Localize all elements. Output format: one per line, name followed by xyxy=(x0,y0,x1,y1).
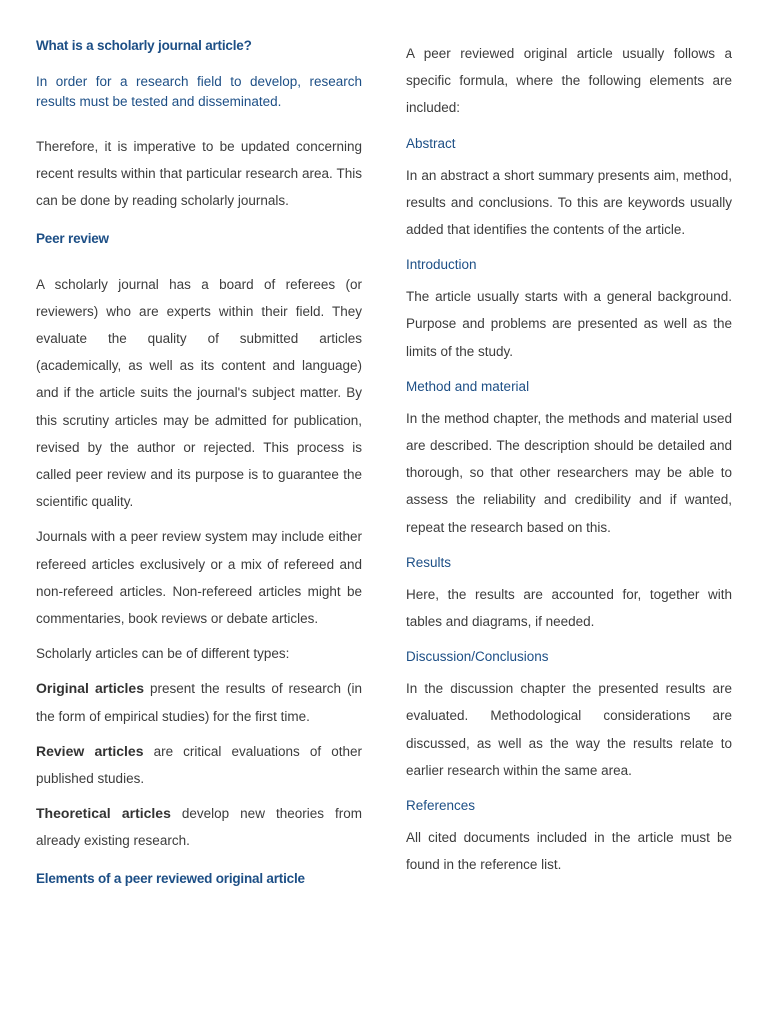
peer-review-paragraph-2: Journals with a peer review system may include either refereed articles exclusively or a mix of refereed and non-refereed articles. Non-refereed articles might be commentaries, book reviews or debate articles. xyxy=(36,529,362,627)
section-heading-introduction: Introduction xyxy=(406,257,477,273)
left-column xyxy=(36,36,362,889)
section-text-discussion: In the discussion chapter the presented results are evaluated. Methodological considerations are discussed, as well as the way the results relate to earlier research within the same area. xyxy=(406,681,732,778)
right-column xyxy=(406,40,732,878)
type-text: are critical evaluations of other published studies. xyxy=(36,743,362,787)
peer-review-heading: Peer review xyxy=(36,230,109,246)
type-theoretical-articles xyxy=(36,800,362,854)
elements-heading: Elements of a peer reviewed original article xyxy=(36,870,305,886)
type-term: Review articles xyxy=(36,742,144,759)
section-heading-discussion: Discussion/Conclusions xyxy=(406,649,549,665)
section-heading-abstract: Abstract xyxy=(406,135,456,151)
intro-paragraph: Therefore, it is imperative to be updated concerning recent results within that particular research area. This can be done by reading scholarly journals. xyxy=(36,139,362,209)
type-text: develop new theories from already existing research. xyxy=(36,806,362,849)
section-text-results: Here, the results are accounted for, together with tables and diagrams, if needed. xyxy=(406,586,732,630)
section-heading-method: Method and material xyxy=(406,378,530,394)
article-types-intro: Scholarly articles can be of different types: xyxy=(36,646,290,662)
lead-paragraph: In order for a research field to develop, research results must be tested and disseminated. xyxy=(36,74,362,109)
section-text-references: All cited documents included in the article must be found in the reference list. xyxy=(406,830,732,873)
section-heading-results: Results xyxy=(406,554,452,570)
type-original-articles xyxy=(36,675,362,729)
page-title: What is a scholarly journal article? xyxy=(36,38,252,53)
type-term: Theoretical articles xyxy=(36,805,171,822)
type-review-articles xyxy=(36,738,362,792)
section-text-introduction: The article usually starts with a general background. Purpose and problems are presented as well as the limits of the study. xyxy=(406,289,732,359)
peer-review-paragraph-1: A scholarly journal has a board of referees (or reviewers) who are experts within their field. They evaluate the quality of submitted articles (academically, as well as its content and language) and if the article suits the journal's subject matter. By this scrutiny articles may be admitted for publication, revised by the author or rejected. This process is called peer review and its purpose is to guarantee the scientific quality. xyxy=(36,276,362,510)
elements-intro: A peer reviewed original article usually follows a specific formula, where the following elements are included: xyxy=(406,46,732,116)
section-text-abstract: In an abstract a short summary presents aim, method, results and conclusions. To this are keywords usually added that identifies the contents of the article. xyxy=(406,167,732,238)
type-text: present the results of research (in the form of empirical studies) for the first time. xyxy=(36,681,362,724)
section-text-method: In the method chapter, the methods and material used are described. The description should be detailed and thorough, so that other researchers may be able to assess the reliability and credibility and if wanted, repeat the research based on this. xyxy=(406,410,732,535)
section-heading-references: References xyxy=(406,798,476,814)
type-term: Original articles xyxy=(36,680,145,697)
